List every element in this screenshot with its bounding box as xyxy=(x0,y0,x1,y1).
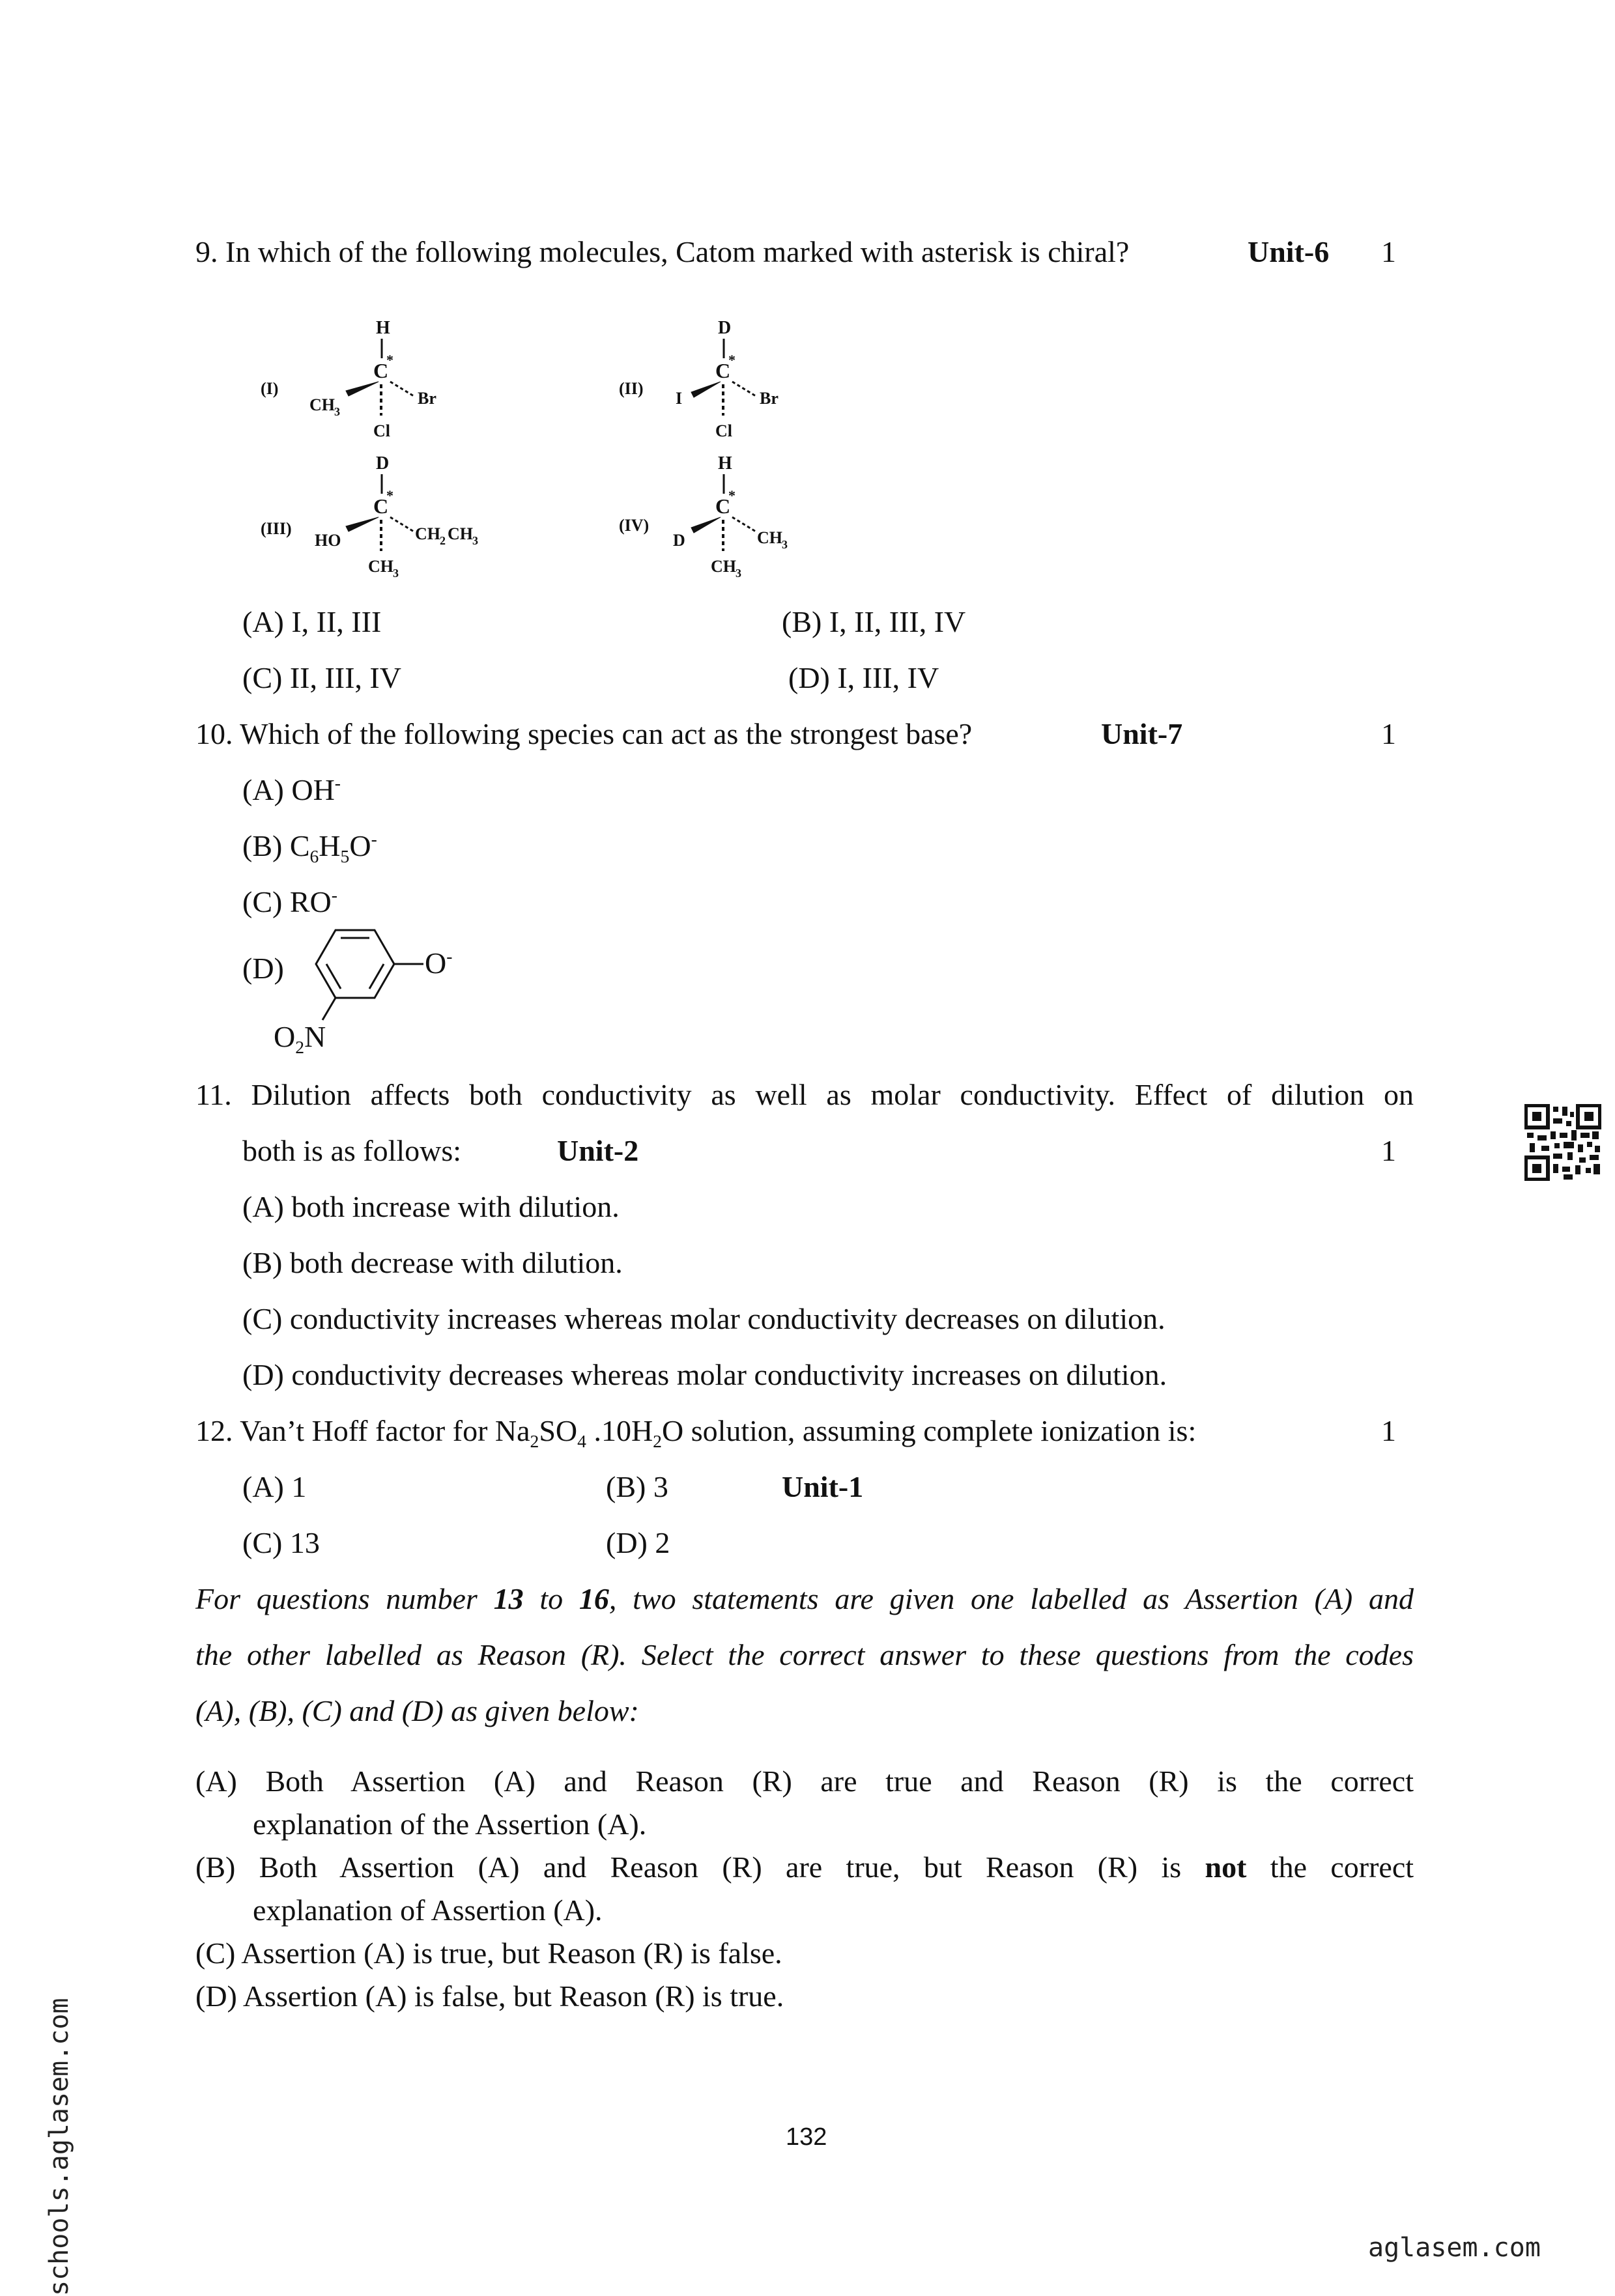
atom-bottom: Cl xyxy=(715,421,732,440)
instructions-line2: the other labelled as Reason (R). Select the correct answer to these questions from the codes xyxy=(195,1638,1414,1671)
center-carbon: C xyxy=(373,359,389,382)
atom-left-sub: 3 xyxy=(334,405,340,418)
structure-2 xyxy=(619,318,779,440)
side-watermark: schools.aglasem.com xyxy=(44,1998,74,2296)
code-a-line1: (A) Both Assertion (A) and Reason (R) are true and Reason (R) is the correct xyxy=(195,1765,1414,1798)
atom-left: D xyxy=(673,531,685,550)
center-carbon: C xyxy=(373,494,389,518)
q12-marks: 1 xyxy=(1381,1414,1396,1447)
instructions-line1: For questions number 13 to 16, two statements are given one labelled as Assertion (A) and xyxy=(195,1582,1414,1615)
atom-top: D xyxy=(718,318,732,338)
q9-structures-figure xyxy=(251,306,915,580)
q12-option-a: (A) 1 xyxy=(242,1470,307,1503)
atom-bottom: CH xyxy=(711,557,736,576)
structure-label: (III) xyxy=(261,519,292,538)
code-c: (C) Assertion (A) is true, but Reason (R) is false. xyxy=(195,1936,782,1970)
q11-marks: 1 xyxy=(1381,1134,1396,1167)
phenoxide-oxygen: O- xyxy=(425,946,453,980)
asterisk: * xyxy=(728,487,736,503)
atom-right2-sub: 3 xyxy=(472,534,478,547)
atom-right: CH xyxy=(757,528,782,547)
q12-question: 12. Van’t Hoff factor for $Na_2SO_4$ $.10H_2O$ solution, assuming complete ionization is: xyxy=(195,1414,1197,1452)
code-a-line2: explanation of the Assertion (A). xyxy=(253,1807,647,1841)
atom-right: Br xyxy=(760,389,779,408)
q11-option-b: (B) both decrease with dilution. xyxy=(242,1246,623,1279)
atom-left: I xyxy=(676,389,683,408)
atom-top: H xyxy=(718,453,732,474)
q9-option-c: (C) II, III, IV xyxy=(242,661,401,694)
atom-right-sub: 3 xyxy=(782,538,788,551)
q11-unit: Unit-2 xyxy=(557,1134,639,1167)
atom-right-sub: 2 xyxy=(440,534,446,547)
structure-1 xyxy=(261,318,436,440)
q9-question: 9. In which of the following molecules, Catom marked with asterisk is chiral? xyxy=(195,235,1130,268)
code-b-line1: (B) Both Assertion (A) and Reason (R) are true, but Reason (R) is not the correct xyxy=(195,1850,1414,1884)
q12-option-b: (B) 3 xyxy=(606,1470,668,1503)
q11-option-d: (D) conductivity decreases whereas molar conductivity increases on dilution. xyxy=(242,1358,1167,1391)
q10-option-c: (C) RO- xyxy=(242,885,337,918)
q11-option-c: (C) conductivity increases whereas molar conductivity decreases on dilution. xyxy=(242,1302,1165,1335)
center-carbon: C xyxy=(715,494,731,518)
q9-marks: 1 xyxy=(1381,235,1396,268)
q9-unit: Unit-6 xyxy=(1248,235,1330,268)
q10-marks: 1 xyxy=(1381,717,1396,750)
asterisk: * xyxy=(386,487,393,503)
q9-option-a: (A) I, II, III xyxy=(242,605,382,638)
atom-top: D xyxy=(376,453,390,474)
nitro-group: $O_2N$ xyxy=(274,1020,326,1058)
atom-bottom-sub: 3 xyxy=(736,567,741,580)
q10-option-b: (B) $C_6H_5O^-$ xyxy=(242,829,377,867)
structure-3 xyxy=(261,453,478,580)
code-b-line2: explanation of Assertion (A). xyxy=(253,1893,603,1927)
q10-option-a: (A) OH- xyxy=(242,772,341,806)
q11-option-a: (A) both increase with dilution. xyxy=(242,1190,620,1223)
asterisk: * xyxy=(728,352,736,368)
qr-code xyxy=(1524,1104,1601,1181)
structure-4 xyxy=(619,453,788,580)
atom-top: H xyxy=(376,318,390,338)
q11-question-line2: both is as follows: xyxy=(242,1134,462,1167)
structure-label: (I) xyxy=(261,379,279,398)
structure-label: (II) xyxy=(619,379,644,398)
page-number: 132 xyxy=(786,2123,827,2151)
atom-right2: CH xyxy=(448,524,473,543)
instructions-line3: (A), (B), (C) and (D) as given below: xyxy=(195,1694,639,1727)
q12-option-c: (C) 13 xyxy=(242,1526,320,1559)
atom-bottom: CH xyxy=(368,557,393,576)
q10-unit: Unit-7 xyxy=(1101,717,1183,750)
atom-right: CH xyxy=(415,524,440,543)
structure-label: (IV) xyxy=(619,516,650,535)
atom-left: HO xyxy=(315,531,341,550)
q12-unit: Unit-1 xyxy=(782,1470,864,1503)
atom-bottom: Cl xyxy=(373,421,390,440)
atom-left: CH xyxy=(309,395,335,414)
asterisk: * xyxy=(386,352,393,368)
q9-option-d: (D) I, III, IV xyxy=(788,661,939,694)
atom-bottom-sub: 3 xyxy=(393,567,399,580)
q10-option-d-label: (D) xyxy=(242,952,284,985)
atom-right: Br xyxy=(418,389,436,408)
center-carbon: C xyxy=(715,359,731,382)
q9-option-b: (B) I, II, III, IV xyxy=(782,605,966,638)
code-d: (D) Assertion (A) is false, but Reason (R) is true. xyxy=(195,1979,784,2013)
q12-option-d: (D) 2 xyxy=(606,1526,670,1559)
nitrophenoxide-ring xyxy=(290,924,485,1028)
bottom-watermark: aglasem.com xyxy=(1368,2233,1541,2263)
q10-question: 10. Which of the following species can act as the strongest base? xyxy=(195,717,973,750)
q11-question-line1: 11. Dilution affects both conductivity as well as molar conductivity. Effect of dilution on xyxy=(195,1078,1414,1111)
